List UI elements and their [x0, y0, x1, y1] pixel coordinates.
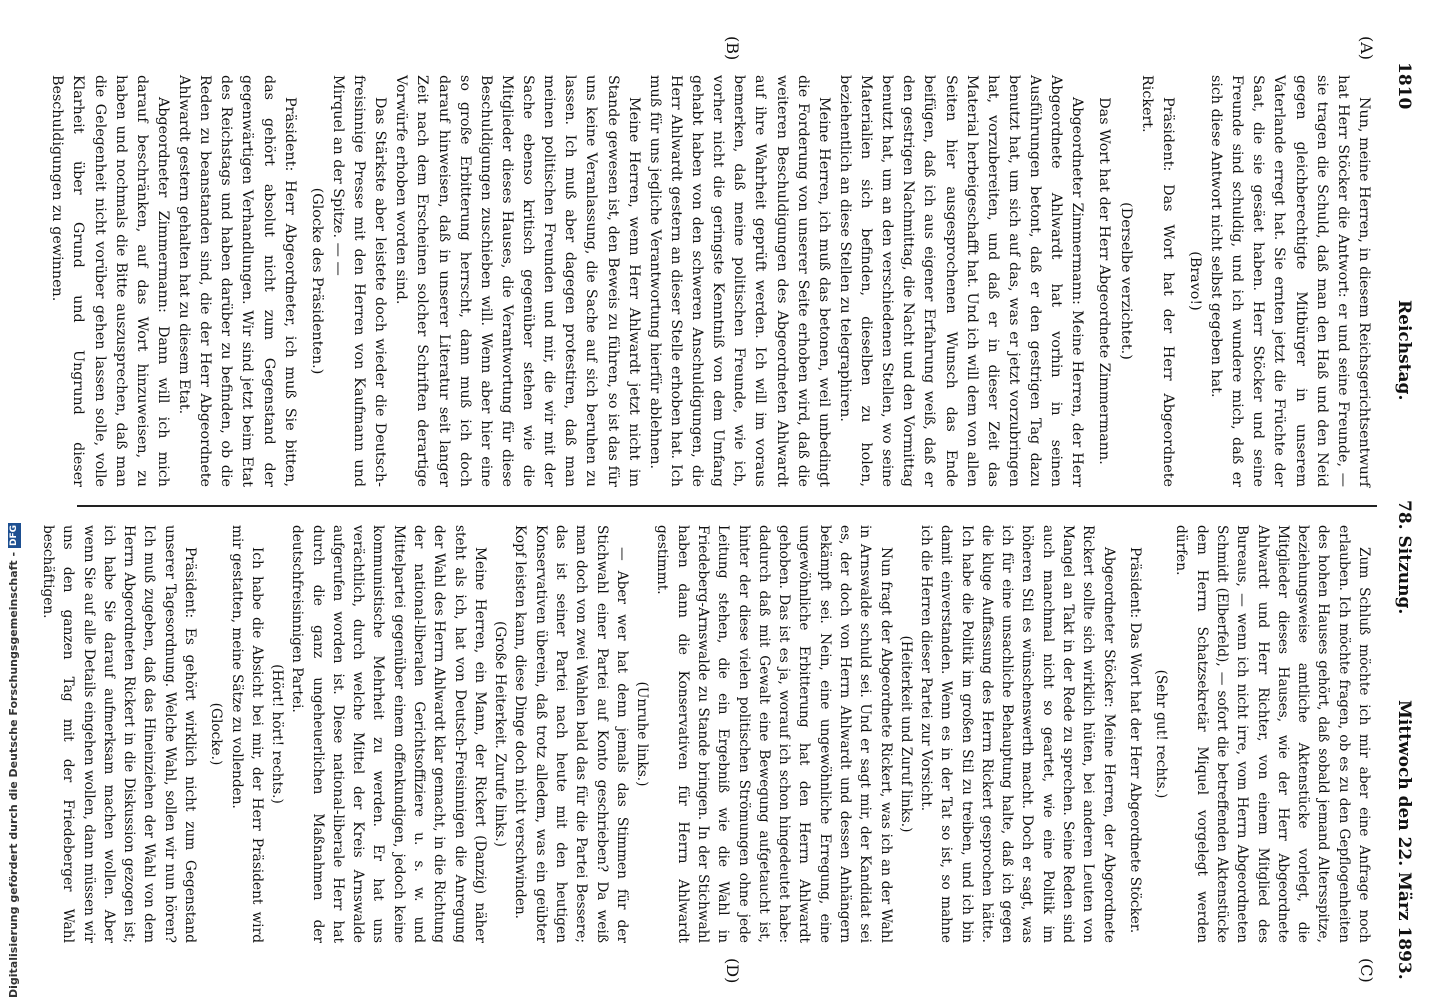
reaction-note: (Bravo!): [1187, 251, 1203, 311]
session-date: Mittwoch den 22. März 1893.: [1394, 700, 1414, 980]
paragraph: Zum Schluß möchte ich mir aber eine Anfrage noch erlauben. Ich möchte fragen, ob es zu den Gepflogenheiten des hohen Hauses gehört, daß sobald jemand Altersspitze, beziehungsweise amtliche Aktenstücke vorlegt, die Mitglieder dieses Hauses, wie der Herr Abgeordnete Ahlwardt und Herr Richter, von einem Mitglied des Bureaus, — wenn ich nicht irre, vom Herrn Abgeordneten Schmidt (Elberfeld), — sofort die betreffenden Aktenstücke dem Herrn Schatzsekretär Miquel vorgelegt werden dürfen.: [1173, 525, 1372, 943]
margin-mark-d: (D): [723, 958, 742, 984]
paragraph: Präsident: Das Wort hat der Herr Abgeordnete Stöcker.: [1126, 547, 1143, 934]
paragraph: Abgeordneter Stöcker: Meine Herren, der Abgeordnete Rickert sollte sich wirklich hüten, bei anderen Leuten von Mangel an Takt in der Rede zu sprechen. Seine Reden sind auch manchmal nicht so geartet, wie eine Politik im höheren Stil es wünschenswerth macht. Doch er sagt, was ich für eine unsachliche Behauptung halte, daß ich gegen die kluge Auffassung des Herrn Rickert gesprochen hätte. Ich habe die Politik im großen Stil zu treiben, und ich bin damit einverstanden. Wenn es in der Tat so ist, so mahne ich die Herren dieser Partei zur Vorsicht.: [918, 525, 1117, 943]
paragraph: Nun fragt der Abgeordnete Rickert, was ich an der Wahl in Arnswalde schuld sei. Und er sagt mir, der Kandidat sei es, der doch von Herrn Ahlwardt und dessen Anhängern bekämpft sei. Nein, eine ungewöhnliche Erregung, eine ungewöhnliche Erbitterung hat den Herrn Ahlwardt gehoben. Das ist es ja, worauf ich schon hingedeutet habe: dadurch daß mit Gewalt eine Bewegung aufgetaucht ist, hinter der diese vielen politischen Strömungen ohne jede Leitung stehen, die ein Ergebniß wie die Wahl in Friedeberg-Arnswalde zu Stande bringen. In der Stichwahl haben dann die Konservativen für Herrn Ahlwardt gestimmt.: [654, 525, 894, 943]
dfg-logo: DFG: [8, 524, 19, 546]
reaction-note: (Unruhe links.): [634, 681, 651, 787]
reaction-note: (Hört! hört! rechts.): [269, 664, 286, 804]
paragraph: Meine Herren, wenn Herr Ahlwardt jetzt nicht im Stande gewesen ist, den Beweis zu führen, so ist das für uns keine Veranlassung, die Sache auf sich beruhen zu lassen. Ich muß aber dagegen protestiren, daß man meinen politischen Freunden und mir, die wir mit der Sache ebenso kritisch gegenüber stehen wie die Mitglieder dieses Hauses, die Verantwortung für diese Beschuldigungen zuschieben will. Wenn aber hier eine so große Erbitterung herrscht, dann muß ich doch darauf hinweisen, daß in unserer Literatur seit langer Zeit nach dem Erscheinen solcher Schriften derartige Vorwürfe erhoben worden sind.: [393, 75, 642, 487]
margin-mark-c: (C): [1357, 958, 1376, 983]
paragraph: Präsident: Das Wort hat der Herr Abgeordnete Rickert.: [1138, 75, 1176, 487]
paragraph: Das Stärkste aber leistete doch wieder die Deutsch-freisinnige Presse mit den Herren von Kaufmann und Mirquel an der Spitze. — —: [330, 75, 389, 487]
reaction-note: (Glocke des Präsidenten.): [308, 187, 325, 375]
paragraph: Präsident: Es gehört wirklich nicht zum Gegenstand unserer Tagesordnung. Welche Wahl, sollen wir nun hören? Ich muß zugeben, daß das Hineinziehen der Wahl von dem Herrn Abgeordneten Rickert in die Diskussion gezogen ist; ich habe Sie darauf aufmerksam machen wollen. Aber wenn Sie auf alle Details eingehen wollen, dann müssen wir uns den ganzen Tag mit der Friedeberger Wahl beschäftigen.: [40, 525, 198, 943]
paragraph: Abgeordneter Zimmermann: Dann will ich mich darauf beschränken, auf das Wort hinzuweisen, zu haben und nochmals die Bitte auszusprechen, daß man die Gelegenheit nicht vorüber gehen lassen solle, volle Klarheit über Grund und Ungrund dieser Beschuldigungen zu gewinnen.: [49, 75, 171, 487]
right-column: [38, 525, 1374, 943]
column-divider: [77, 505, 1377, 507]
paragraph: Meine Herren, ich muß das betonen, weil unbedingt die Forderung von unserer Seite erhoben wird, daß die weiteren Beschuldigungen des Abgeordneten Ahlwardt auf ihre Wahrheit geprüft werden. Ich will im voraus bemerken, daß meine politischen Freunde, wie ich, vorher nicht die geringste Kenntniß von dem Umfang gehabt haben von den schweren Anschuldigungen, die Herr Ahlwardt gestern an dieser Stelle erhoben hat. Ich muß für uns jegliche Verantwortung hierfür ablehnen.: [646, 75, 832, 487]
reaction-note: (Große Heiterkeit. Zurufe links.): [492, 621, 509, 847]
margin-mark-a: (A): [1357, 36, 1376, 61]
publication-title: Reichstag.: [1394, 300, 1414, 401]
reaction-note: (Heiterkeit und Zuruf links.): [897, 635, 914, 833]
dfg-footer: [3, 524, 25, 998]
reaction-note: (Glocke.): [208, 702, 225, 766]
reaction-note: (Derselbe verzichtet.): [1117, 202, 1134, 360]
paragraph: — Aber wer hat denn jemals das Stimmen für der Stichwahl einer Partei auf Konto geschrieben? Da weiß man doch von zwei Wahlen bald das für die Partei Bessere; das ist seiner Partei nach heute mit den heutigen Konservativen überein, daß trotz alledem, was ein geübter Kopf leisten kann, diese Dinge doch nicht verschwinden.: [512, 525, 630, 943]
margin-mark-b: (B): [723, 36, 742, 61]
speaker-announcement: Das Wort hat der Herr Abgeordnete Zimmermann.: [1096, 97, 1113, 465]
page-number: 1810: [1394, 62, 1414, 110]
reaction-note: (Sehr gut! rechts.): [1153, 669, 1170, 799]
footer-text: Digitalisierung gefördert durch die Deutsche Forschungsgemeinschaft -: [7, 551, 20, 998]
paragraph: Nun, meine Herren, in diesem Reichsgerichtsentwurf hat Herr Stöcker die Antwort: er und seine Freunde, — sie tragen die Schuld, daß man den Haß und den Neid gegen gleichberechtigte Mitbürger in unserem Vaterlande erregt hat. Sie ernten jetzt die Früchte der Saat, die sie gesäet haben. Herr Stöcker und seine Freunde sind schuldig, und ich wundere mich, daß er sich diese Antwort nicht selbst gegeben hat.: [1208, 75, 1372, 487]
paragraph: Abgeordneter Zimmermann: Meine Herren, der Herr Abgeordnete Ahlwardt hat vorhin in seinen Ausführungen betont, daß er den gestrigen Tag dazu benutzt hat, um sich auf das, was er jetzt vorzubringen hat, vorzubereiten, und daß er in dieser Zeit das Material herbeigeschafft hat. Und ich will dem von allen Seiten hier ausgesprochenen Wunsch das Ende beifügen, daß ich aus eigener Erfahrung weiß, daß er den gestrigen Nachmittag, die Nacht und den Vormittag benutzt hat, um an den verschiedenen Stellen, wo seine Materialien sich befinden, dieselben zu holen, beziehentlich an diese Stellen zu telegraphiren.: [837, 75, 1086, 487]
paragraph: Ich habe die Absicht bei mir, der Herr Präsident wird mir gestatten, meine Sätze zu vollenden.: [228, 525, 265, 943]
session-number: 78. Sitzung.: [1394, 500, 1414, 615]
paragraph: Präsident: Herr Abgeordneter, ich muß Sie bitten, das gehört absolut nicht zum Gegenstand der gegenwärtigen Verhandlungen. Wir sind jetzt beim Etat des Reichstags und haben darüber zu befinden, ob die Reden zu beanstanden sind, die der Herr Abgeordnete Ahlwardt gestern gehalten hat zu diesem Etat.: [176, 75, 298, 487]
paragraph: Meine Herren, ein Mann, der Rickert (Danzig) näher steht als ich, hat von Deutsch-Freisinnigen die Anregung der Wahl des Herrn Ahlwardt klar gemacht, in die Richtung der national-liberalen Gerichtsoffiziere u. s. w. und Mittelpartei gegenüber einem offenkundigen, jedoch keine kommunistische Mehrheit zu werden. Er hat uns verächtlich, durch welche Mittel der Kreis Arnswalde aufgerufen worden ist. Diese national-liberale Herr hat durch die ganz ungeheuerlichen Maßnahmen der deutschfreisinnigen Partei.: [289, 525, 488, 943]
left-column: [46, 75, 1374, 487]
